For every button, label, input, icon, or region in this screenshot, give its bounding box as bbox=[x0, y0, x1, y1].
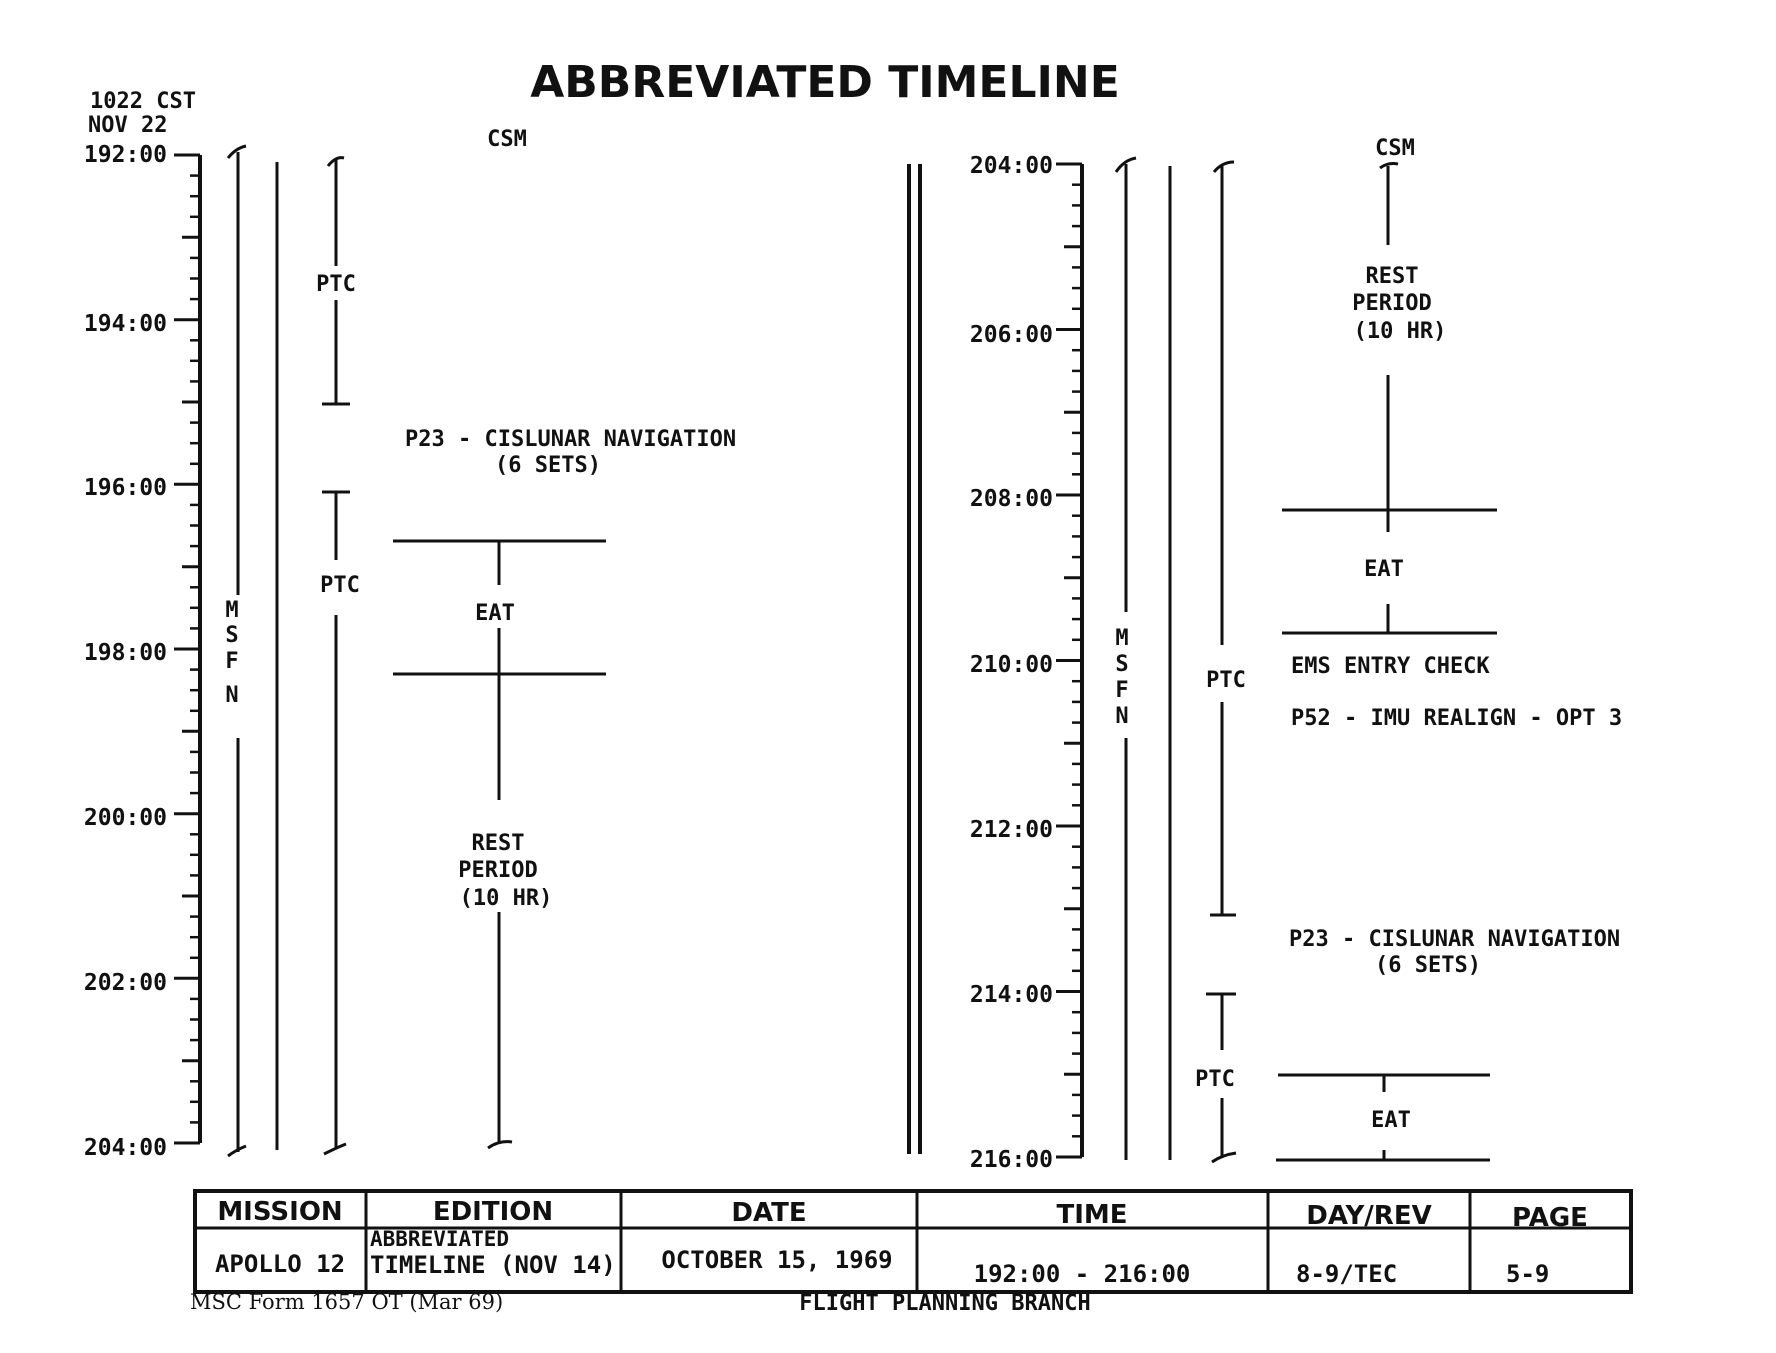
right-rest-line2: PERIOD bbox=[1352, 291, 1432, 316]
right-ptc-column bbox=[1195, 162, 1246, 1162]
right-msfn-column bbox=[1115, 158, 1170, 1160]
right-eat-label-1: EAT bbox=[1364, 557, 1404, 582]
left-msfn-n: N bbox=[225, 683, 239, 708]
right-time-axis bbox=[970, 153, 1082, 1173]
left-ptc-column bbox=[316, 158, 360, 1154]
header-edition: EDITION bbox=[432, 1197, 554, 1227]
header-page: PAGE bbox=[1512, 1203, 1588, 1233]
left-rest-line2: PERIOD bbox=[458, 858, 538, 883]
left-p23-line1: P23 - CISLUNAR NAVIGATION bbox=[405, 427, 737, 452]
right-minor-ticks bbox=[1056, 164, 1082, 1157]
right-p23-line2: (6 SETS) bbox=[1375, 953, 1481, 978]
time-value: 192:00 - 216:00 bbox=[973, 1260, 1191, 1288]
right-rest-line3: (10 HR) bbox=[1353, 319, 1447, 344]
right-tick-206: 206:00 bbox=[969, 322, 1053, 348]
left-rest-line1: REST bbox=[471, 831, 525, 856]
right-tick-210: 210:00 bbox=[969, 652, 1053, 678]
header-mission: MISSION bbox=[217, 1197, 343, 1227]
page-value: 5-9 bbox=[1506, 1260, 1550, 1288]
right-msfn-n: N bbox=[1115, 704, 1129, 729]
left-msfn-s: S bbox=[225, 623, 239, 648]
right-tick-204: 204:00 bbox=[969, 153, 1053, 179]
left-csm-column bbox=[393, 127, 736, 1148]
header-date: DATE bbox=[731, 1198, 807, 1228]
form-number: MSC Form 1657 OT (Mar 69) bbox=[190, 1290, 504, 1314]
left-tick-200: 200:00 bbox=[83, 805, 167, 831]
right-tick-214: 214:00 bbox=[969, 982, 1053, 1008]
right-csm-column bbox=[1276, 136, 1622, 1160]
cst-time: 1022 CST bbox=[90, 89, 196, 114]
left-tick-194: 194:00 bbox=[83, 311, 167, 337]
flight-planning-branch: FLIGHT PLANNING BRANCH bbox=[799, 1291, 1091, 1316]
right-msfn-f: F bbox=[1115, 678, 1129, 703]
right-rest-line1: REST bbox=[1365, 264, 1419, 289]
right-msfn-m: M bbox=[1115, 626, 1129, 651]
right-tick-212: 212:00 bbox=[969, 817, 1053, 843]
left-time-axis bbox=[84, 142, 200, 1161]
left-eat-label: EAT bbox=[475, 601, 515, 626]
right-p23-line1: P23 - CISLUNAR NAVIGATION bbox=[1289, 927, 1621, 952]
left-tick-192: 192:00 bbox=[83, 142, 167, 168]
left-msfn-m: M bbox=[225, 598, 239, 623]
left-rest-line3: (10 HR) bbox=[459, 886, 553, 911]
p52-imu-realign: P52 - IMU REALIGN - OPT 3 bbox=[1291, 706, 1623, 731]
left-ptc-label-2: PTC bbox=[320, 573, 360, 598]
right-msfn-s: S bbox=[1115, 652, 1129, 677]
left-tick-198: 198:00 bbox=[83, 640, 167, 666]
left-tick-196: 196:00 bbox=[83, 475, 167, 501]
right-ptc-label-1: PTC bbox=[1206, 668, 1246, 693]
page-title: ABBREVIATED TIMELINE bbox=[530, 57, 1120, 108]
day-rev-value: 8-9/TEC bbox=[1296, 1260, 1398, 1288]
date-value: OCTOBER 15, 1969 bbox=[661, 1246, 893, 1274]
right-ptc-label-2: PTC bbox=[1195, 1067, 1235, 1092]
left-msfn-f: F bbox=[225, 649, 239, 674]
edition-value-line1: ABBREVIATED bbox=[370, 1227, 510, 1251]
ems-entry-check: EMS ENTRY CHECK bbox=[1291, 654, 1490, 679]
footer-table bbox=[195, 1191, 1631, 1292]
left-p23-line2: (6 SETS) bbox=[495, 453, 601, 478]
left-csm-label: CSM bbox=[487, 127, 527, 152]
left-minor-ticks bbox=[174, 155, 200, 1143]
edition-value-line2: TIMELINE (NOV 14) bbox=[370, 1251, 616, 1279]
left-msfn-column bbox=[225, 146, 277, 1156]
right-eat-label-2: EAT bbox=[1371, 1108, 1411, 1133]
cst-date: NOV 22 bbox=[88, 113, 168, 138]
right-tick-208: 208:00 bbox=[969, 486, 1053, 512]
left-tick-202: 202:00 bbox=[83, 970, 167, 996]
header-time: TIME bbox=[1056, 1200, 1128, 1230]
right-tick-216: 216:00 bbox=[969, 1147, 1053, 1173]
mission-value: APOLLO 12 bbox=[214, 1250, 346, 1278]
left-tick-204: 204:00 bbox=[83, 1135, 167, 1161]
left-ptc-label-1: PTC bbox=[316, 272, 356, 297]
right-csm-label: CSM bbox=[1375, 136, 1415, 161]
header-day-rev: DAY/REV bbox=[1306, 1201, 1432, 1231]
